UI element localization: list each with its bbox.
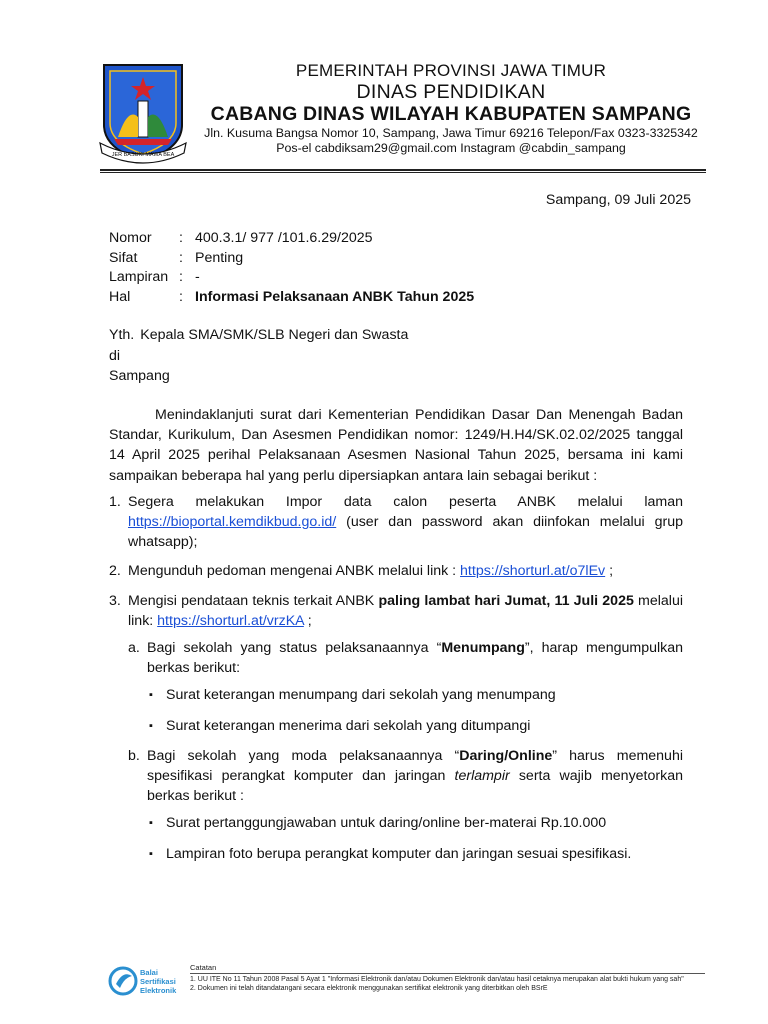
letterhead-contact: Pos-el cabdiksam29@gmail.com Instagram @cabdin_sampang: [276, 141, 626, 155]
status-menumpang: Menumpang: [441, 640, 525, 657]
item-text: Bagi sekolah yang moda pelaksanaannya “: [147, 747, 460, 764]
item-text: ” harus memenuhi spesifikasi perangkat komputer dan jaringan: [147, 747, 683, 785]
addressee-di: di: [109, 347, 121, 364]
bullet-text: Surat keterangan menumpang dari sekolah yang menumpang: [166, 687, 556, 704]
bullet-icon: ▪: [149, 817, 153, 830]
bullet-list: [147, 685, 683, 735]
bullet-item: [147, 844, 683, 864]
addressee-place: Sampang: [109, 368, 170, 384]
meta-row-sifat: [109, 249, 474, 269]
addressee-recipient: Kepala SMA/SMK/SLB Negeri dan Swasta: [140, 327, 409, 343]
meta-colon: :: [179, 288, 183, 305]
addressee: [109, 325, 414, 387]
list-number: 2.: [109, 563, 121, 580]
meta-row-lampiran: [109, 268, 474, 288]
footer-note-1: 1. UU ITE No 11 Tahun 2008 Pasal 5 Ayat 1 "Informasi Elektronik dan/atau Dokumen Elektronik dan/atau hasil cetaknya merupakan alat bukti hukum yang sah": [190, 976, 684, 983]
sub-item-daring: [128, 746, 683, 864]
meta-value-subject: Informasi Pelaksanaan ANBK Tahun 2025: [195, 288, 475, 305]
footer-caption: Catatan: [190, 963, 217, 972]
meta-value: -: [195, 269, 200, 285]
sub-list: [128, 638, 683, 864]
item-text: Mengisi pendataan teknis terkait ANBK: [128, 592, 379, 609]
meta-colon: :: [179, 230, 183, 246]
item-text: ;: [605, 563, 614, 580]
deadline-text: paling lambat hari Jumat, 11 Juli 2025: [378, 592, 634, 609]
bsre-logo: [108, 964, 188, 998]
list-number: 3.: [109, 592, 121, 609]
intro-paragraph: Menindaklanjuti surat dari Kementerian Pendidikan Dasar Dan Menengah Badan Standar, Kurikulum, Dan Asesmen Pendidikan nomor: 1249/H.H4/SK.02.02/2025 tanggal 14 April 2025 perihal Pelaksanaan Asesmen Nasional Tahun 2025, bersama ini kami sampaikan beberapa hal yang perlu dipersiapkan antara lain sebagai berikut :: [109, 407, 683, 484]
bullet-text: Lampiran foto berupa perangkat komputer dan jaringan sesuai spesifikasi.: [166, 845, 632, 862]
list-item: [109, 591, 683, 864]
item-text: Mengunduh pedoman mengenai ANBK melalui link :: [128, 563, 461, 580]
bullet-icon: ▪: [149, 719, 153, 732]
meta-colon: :: [179, 249, 183, 266]
list-item: [109, 492, 683, 553]
sub-number: a.: [128, 640, 140, 657]
sub-item-menumpang: [128, 638, 683, 736]
bullet-item: [147, 685, 683, 705]
bsre-line3: Elektronik: [140, 986, 177, 995]
sub-number: b.: [128, 747, 140, 764]
letter-meta: [109, 229, 474, 307]
jawa-timur-emblem-logo: [98, 57, 188, 169]
bioportal-link[interactable]: https://bioportal.kemdikbud.go.id/: [128, 514, 337, 531]
letterhead-government: PEMERINTAH PROVINSI JAWA TIMUR: [295, 61, 607, 80]
item-text: Bagi sekolah yang status pelaksanaannya “: [147, 640, 442, 657]
item-text: melalui link:: [128, 592, 683, 629]
item-text: serta wajib menyetorkan berkas berikut :: [147, 768, 683, 805]
survey-link[interactable]: https://shorturl.at/vrzKA: [157, 612, 304, 629]
letter-date: Sampang, 09 Juli 2025: [545, 192, 691, 208]
meta-key: Nomor: [109, 230, 152, 246]
list-item: [109, 561, 683, 581]
meta-value: 400.3.1/ 977 /101.6.29/2025: [195, 230, 373, 246]
bullet-icon: ▪: [149, 847, 153, 860]
bullet-text: Surat keterangan menerima dari sekolah yang ditumpangi: [166, 717, 531, 734]
letterhead-rule-thick: [100, 169, 706, 171]
meta-value: Penting: [195, 249, 244, 266]
bullet-item: [147, 716, 683, 736]
item-text: ;: [303, 612, 312, 629]
item-text-italic: terlampir: [454, 768, 510, 785]
bullet-text: Surat pertanggungjawaban untuk daring/online ber-materai Rp.10.000: [166, 815, 607, 832]
item-text: (user dan password akan diinfokan melalui grup whatsapp);: [128, 514, 683, 551]
bsre-line1: Balai: [140, 968, 158, 977]
meta-key: Sifat: [109, 249, 138, 266]
bullet-icon: ▪: [149, 689, 153, 702]
guideline-link[interactable]: https://shorturl.at/o7lEv: [460, 563, 606, 580]
letterhead-branch: CABANG DINAS WILAYAH KABUPATEN SAMPANG: [210, 103, 692, 125]
letterhead-address: Jln. Kusuma Bangsa Nomor 10, Sampang, Jawa Timur 69216 Telepon/Fax 0323-3325342: [204, 126, 698, 140]
letterhead: [186, 60, 716, 156]
letter-body: [109, 405, 683, 874]
bullet-list: [147, 813, 683, 863]
meta-key: Hal: [109, 288, 131, 305]
meta-colon: :: [179, 269, 183, 285]
addressee-salutation: Yth.: [109, 327, 135, 343]
letterhead-department: DINAS PENDIDIKAN: [356, 81, 546, 103]
letterhead-rule-thin: [100, 172, 706, 173]
bsre-line2: Sertifikasi: [140, 977, 176, 986]
footer-rule: [190, 973, 705, 974]
logo-ribbon-text: JER BASUKI MAWA BEA: [111, 152, 175, 158]
item-text: Segera melakukan Impor data calon peserta ANBK melalui laman: [128, 493, 683, 510]
meta-row-hal: [109, 288, 474, 308]
list-number: 1.: [109, 493, 121, 510]
instruction-list: [109, 492, 683, 864]
footer-notes: [190, 963, 710, 993]
item-text: ”, harap mengumpulkan berkas berikut:: [147, 640, 683, 677]
mode-daring: Daring/Online: [459, 747, 553, 764]
meta-row-nomor: [109, 229, 474, 249]
footer-note-2: 2. Dokumen ini telah ditandatangani secara elektronik menggunakan sertifikat elektronik yang diterbitkan oleh BSrE: [190, 985, 548, 992]
bullet-item: [147, 813, 683, 833]
meta-key: Lampiran: [109, 269, 169, 285]
